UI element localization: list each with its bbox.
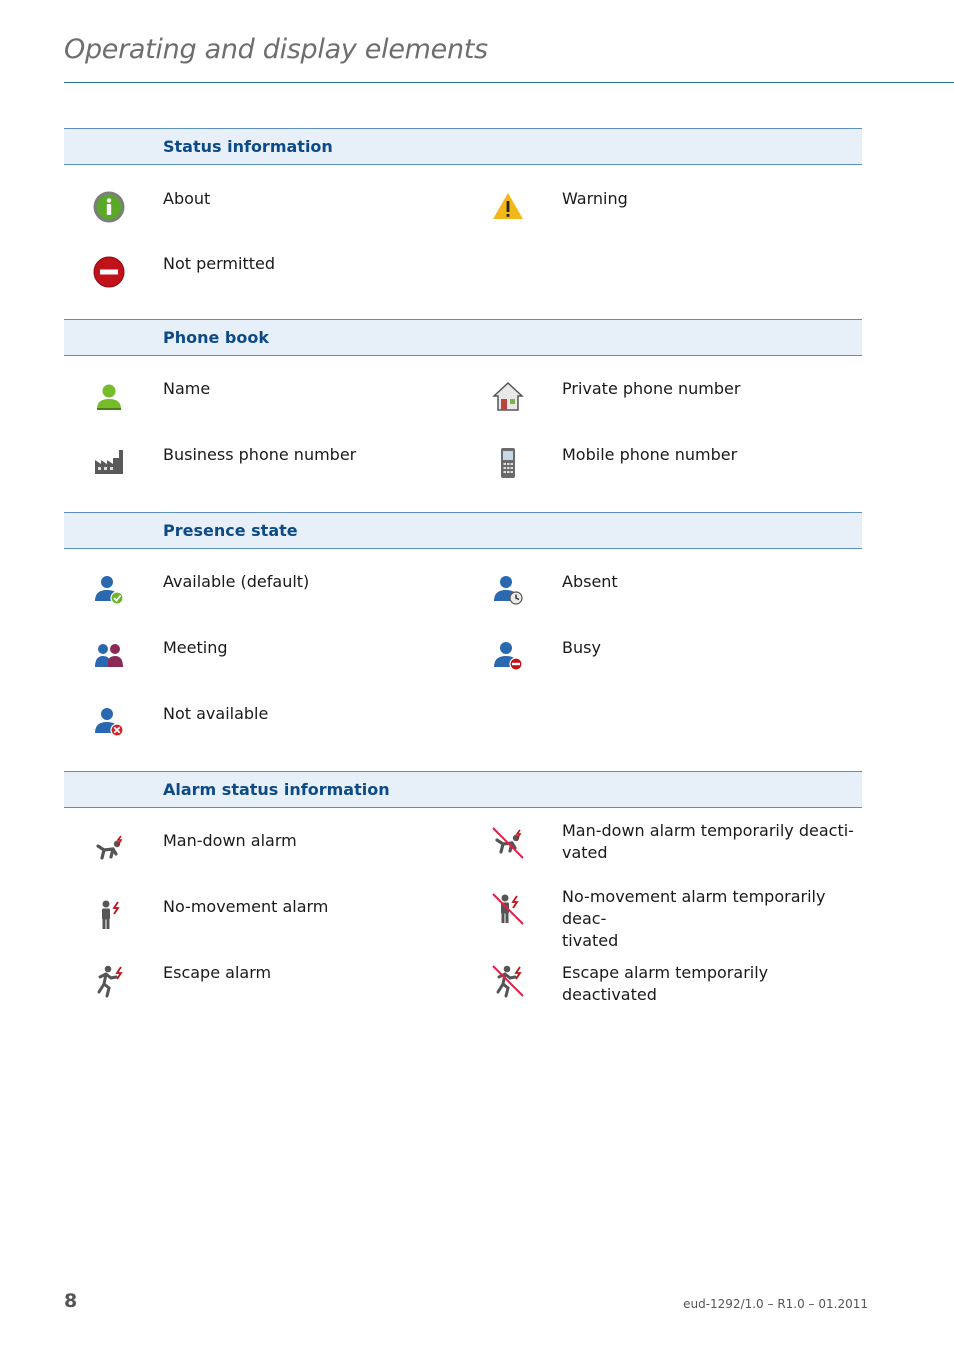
legend-label: Name — [163, 379, 211, 398]
no-movement-alarm-icon — [92, 898, 126, 932]
title-divider — [64, 82, 954, 83]
not-permitted-icon — [92, 255, 126, 289]
document-reference: eud-1292/1.0 – R1.0 – 01.2011 — [683, 1297, 868, 1311]
mobile-phone-icon — [491, 446, 525, 480]
page-title: Operating and display elements — [64, 34, 488, 65]
legend-label: Meeting — [163, 638, 228, 657]
legend-label: No-movement alarm — [163, 897, 329, 916]
factory-icon — [92, 446, 126, 480]
section-header-presence-state — [64, 512, 862, 549]
user-not-available-icon — [92, 705, 126, 739]
user-busy-icon — [491, 639, 525, 673]
section-header-status-information — [64, 128, 862, 165]
escape-alarm-icon — [92, 964, 126, 998]
section-header-alarm-status-information — [64, 771, 862, 808]
person-icon — [92, 380, 126, 414]
no-movement-alarm-deactivated-icon — [491, 892, 525, 926]
info-icon — [92, 190, 126, 224]
legend-label: Escape alarm — [163, 963, 272, 982]
legend-label: Man-down alarm temporarily deacti- vated — [562, 821, 854, 862]
legend-label: Private phone number — [562, 379, 741, 398]
legend-label: About — [163, 189, 211, 208]
legend-label: Man-down alarm — [163, 831, 297, 850]
legend-label: Absent — [562, 572, 618, 591]
legend-label: Business phone number — [163, 445, 357, 464]
user-absent-icon — [491, 573, 525, 607]
users-meeting-icon — [92, 639, 126, 673]
section-title: Status information — [163, 137, 333, 156]
legend-label: Busy — [562, 638, 601, 657]
legend-label: Available (default) — [163, 572, 310, 591]
legend-label: Mobile phone number — [562, 445, 738, 464]
legend-label: Warning — [562, 189, 628, 208]
legend-label: Escape alarm temporarily deactivated — [562, 963, 769, 1004]
page-number: 8 — [64, 1290, 78, 1312]
house-icon — [491, 380, 525, 414]
man-down-alarm-icon — [92, 832, 126, 866]
man-down-alarm-deactivated-icon — [491, 826, 525, 860]
escape-alarm-deactivated-icon — [491, 964, 525, 998]
legend-label: Not permitted — [163, 254, 275, 273]
section-title: Alarm status information — [163, 780, 390, 799]
legend-label: Not available — [163, 704, 269, 723]
section-title: Presence state — [163, 521, 298, 540]
section-header-phone-book — [64, 319, 862, 356]
user-available-icon — [92, 573, 126, 607]
section-title: Phone book — [163, 328, 269, 347]
legend-label: No-movement alarm temporarily deac- tivated — [562, 887, 826, 950]
warning-icon — [491, 190, 525, 224]
